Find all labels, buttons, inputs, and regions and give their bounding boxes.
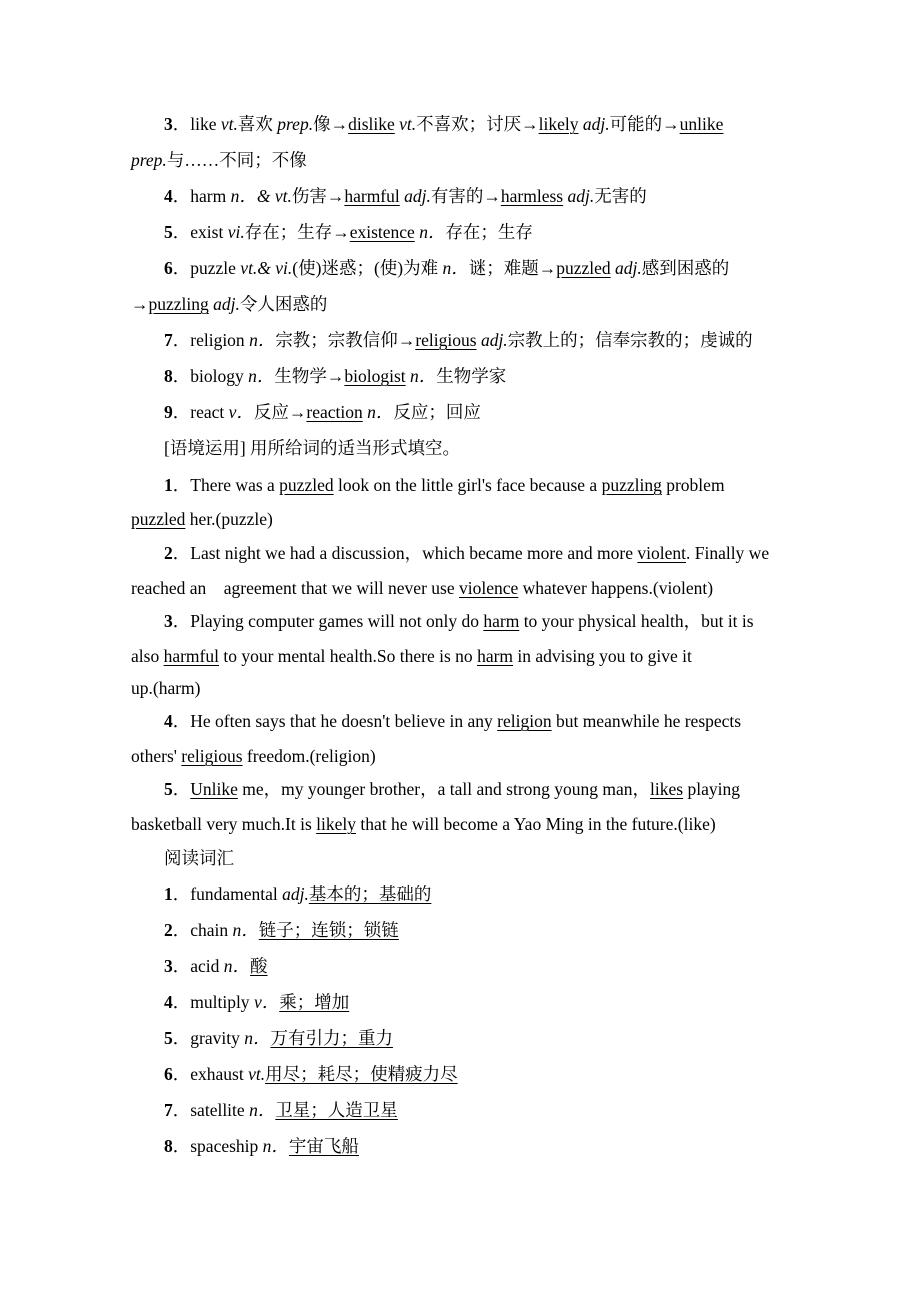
reading-item-6: 6．exhaust vt.用尽；耗尽；使精疲力尽	[164, 1064, 458, 1084]
reading-item-4: 4．multiply v．乘；增加	[164, 992, 350, 1012]
reading-item-2: 2．chain n．链子；连锁；锁链	[164, 920, 399, 940]
reading-item-5: 5．gravity n．万有引力；重力	[164, 1028, 393, 1048]
context-sentence-3-cont2: up.(harm)	[131, 678, 201, 698]
answer-puzzled: puzzled	[556, 258, 611, 278]
context-sentence-2: 2．Last night we had a discussion，which became more and more violent. Finally we	[164, 543, 770, 563]
derivation-item-3: 3．like vt.喜欢 prep.像→dislike vt.不喜欢；讨厌→likely adj.可能的→unlike	[164, 114, 724, 134]
answer-dislike: dislike	[348, 114, 395, 134]
answer-religious: religious	[415, 330, 477, 350]
derivation-item-7: 7．religion n．宗教；宗教信仰→religious adj.宗教上的；信奉宗教的；虔诚的	[164, 330, 753, 350]
context-sentence-3-cont: also harmful to your mental health.So there is no harm in advising you to give it	[131, 646, 692, 666]
answer-likely: likely	[538, 114, 579, 134]
derivation-item-9: 9．react v．反应→reaction n．反应；回应	[164, 402, 481, 422]
answer-unlike: unlike	[679, 114, 724, 134]
derivation-item-6: 6．puzzle vt.& vi.(使)迷惑；(使)为难 n．谜；难题→puzzled adj.感到困惑的	[164, 258, 730, 278]
context-sentence-4: 4．He often says that he doesn't believe in any religion but meanwhile he respects	[164, 711, 742, 731]
derivation-item-4: 4．harm n．& vt.伤害→harmful adj.有害的→harmless adj.无害的	[164, 186, 647, 206]
derivation-item-8: 8．biology n．生物学→biologist n．生物学家	[164, 366, 507, 386]
answer-biologist: biologist	[344, 366, 406, 386]
context-sentence-3: 3．Playing computer games will not only do harm to your physical health，but it is	[164, 611, 754, 631]
answer-harmful: harmful	[344, 186, 400, 206]
context-sentence-5-cont: basketball very much.It is likely that he will become a Yao Ming in the future.(like)	[131, 814, 716, 834]
answer-harmless: harmless	[500, 186, 564, 206]
reading-item-1: 1．fundamental adj.基本的；基础的	[164, 884, 432, 904]
context-sentence-1: 1．There was a puzzled look on the little girl's face because a puzzling problem	[164, 475, 725, 495]
reading-heading: 阅读词汇	[164, 848, 234, 868]
answer-existence: existence	[349, 222, 415, 242]
context-sentence-5: 5．Unlike me，my younger brother，a tall and strong young man，likes playing	[164, 779, 740, 799]
derivation-item-6-cont: →puzzling adj.令人困惑的	[131, 294, 328, 314]
context-sentence-2-cont: reached an agreement that we will never use violence whatever happens.(violent)	[131, 578, 714, 598]
reading-item-8: 8．spaceship n．宇宙飞船	[164, 1136, 359, 1156]
derivation-item-5: 5．exist vi.存在；生存→existence n．存在；生存	[164, 222, 533, 242]
answer-puzzling: puzzling	[148, 294, 209, 314]
context-sentence-1-cont: puzzled her.(puzzle)	[131, 509, 273, 529]
context-heading: [语境运用] 用所给词的适当形式填空。	[164, 438, 461, 458]
reading-item-7: 7．satellite n．卫星；人造卫星	[164, 1100, 398, 1120]
reading-item-3: 3．acid n．酸	[164, 956, 268, 976]
answer-reaction: reaction	[306, 402, 363, 422]
derivation-item-3-cont: prep.与……不同；不像	[131, 150, 307, 170]
context-sentence-4-cont: others' religious freedom.(religion)	[131, 746, 376, 766]
